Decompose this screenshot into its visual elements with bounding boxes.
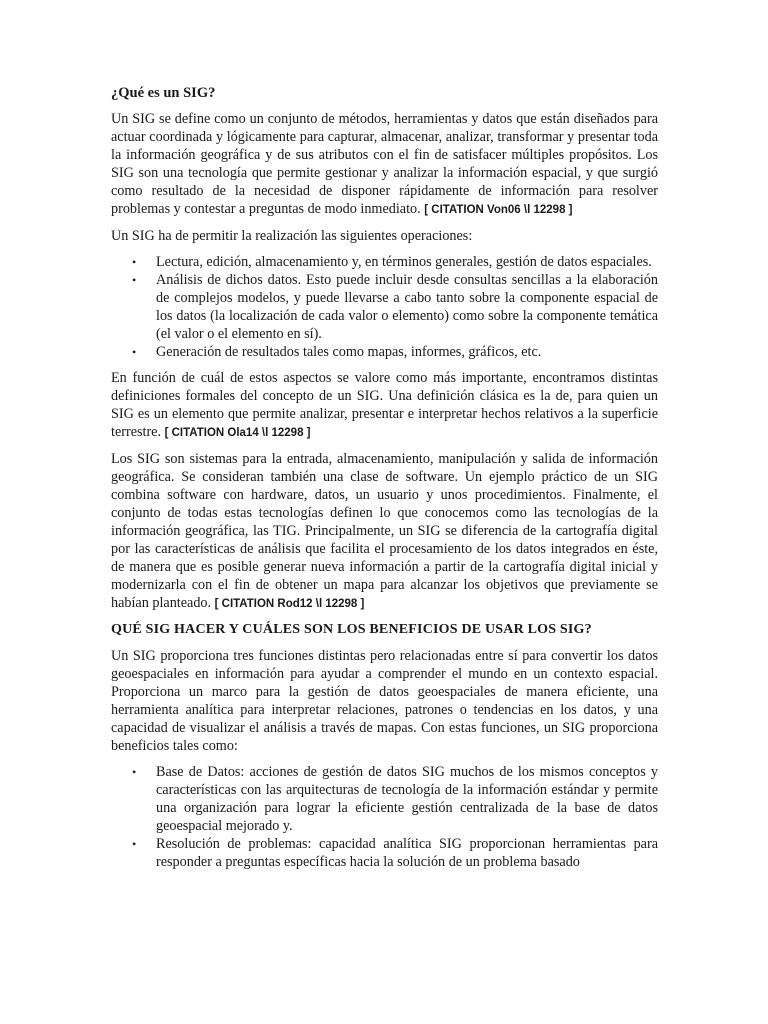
list-item bbox=[111, 343, 658, 361]
bullet-icon: • bbox=[132, 765, 137, 779]
list-item bbox=[111, 835, 658, 871]
list-item bbox=[111, 271, 658, 343]
paragraph-text: Los SIG son sistemas para la entrada, almacenamiento, manipulación y salida de información geográfica. Se consideran también una clase de software. Un ejemplo práctico de un SIG combina software con hardware, datos, un usuario y unos procedimientos. Finalmente, el conjunto de todas estas tecnologías definen lo que conocemos como las tecnologías de la información geográfica, las TIG. Principalmente, un SIG se diferencia de la cartografía digital por las características de análisis que facilita el procesamiento de los datos integrados en éste, de manera que es posible generar nueva información a partir de la cartografía digital inicial y modernizarla con el fin de obtener un mapa para alcanzar los objetivos que previamente se habían planteado. bbox=[111, 451, 658, 611]
bullet-icon: • bbox=[132, 273, 137, 287]
list-item-text: Lectura, edición, almacenamiento y, en términos generales, gestión de datos espaciales. bbox=[156, 254, 652, 270]
citation: [ CITATION Ola14 \l 12298 ] bbox=[164, 427, 311, 439]
operations-list bbox=[111, 253, 658, 361]
bullet-icon: • bbox=[132, 345, 137, 359]
list-item-text: Análisis de dichos datos. Esto puede incluir desde consultas sencillas a la elaboración de complejos modelos, y puede llevarse a cabo tanto sobre la componente espacial de los datos (la localización de cada valor o elemento) como sobre la componente temática (el valor o el elemento en sí). bbox=[156, 272, 658, 342]
paragraph-text: En función de cuál de estos aspectos se valore como más importante, encontramos distintas definiciones formales del concepto de un SIG. Una definición clásica es la de, para quien un SIG es un elemento que permite analizar, presentar e interpretar hechos relativos a la superficie terrestre. bbox=[111, 370, 658, 440]
page-title: ¿Qué es un SIG? bbox=[111, 85, 216, 101]
list-item bbox=[111, 253, 658, 271]
paragraph-definitions bbox=[111, 369, 658, 442]
paragraph-text: Un SIG se define como un conjunto de métodos, herramientas y datos que están diseñados para actuar coordinada y lógicamente para capturar, almacenar, analizar, transformar y presentar toda la información geográfica y de sus atributos con el fin de satisfacer múltiples propósitos. Los SIG son una tecnología que permite gestionar y analizar la información espacial, y que surgió como resultado de la necesidad de disponer rápidamente de información para resolver problemas y contestar a preguntas de modo inmediato. bbox=[111, 111, 658, 217]
citation: [ CITATION Rod12 \l 12298 ] bbox=[214, 598, 365, 610]
benefits-list bbox=[111, 763, 658, 871]
citation: [ CITATION Von06 \l 12298 ] bbox=[424, 204, 573, 216]
paragraph-systems bbox=[111, 450, 658, 613]
bullet-icon: • bbox=[132, 255, 137, 269]
paragraph-definition bbox=[111, 110, 658, 219]
section-heading: QUÉ SIG HACER Y CUÁLES SON LOS BENEFICIOS DE USAR LOS SIG? bbox=[111, 622, 592, 637]
list-item-text: Generación de resultados tales como mapas, informes, gráficos, etc. bbox=[156, 344, 542, 360]
bullet-icon: • bbox=[132, 837, 137, 851]
paragraph-operations-intro: Un SIG ha de permitir la realización las siguientes operaciones: bbox=[111, 228, 473, 244]
list-item-text: Resolución de problemas: capacidad analítica SIG proporcionan herramientas para responder a preguntas específicas hacia la solución de un problema basado bbox=[156, 836, 658, 870]
paragraph-functions: Un SIG proporciona tres funciones distintas pero relacionadas entre sí para convertir los datos geoespaciales en información para ayudar a comprender el mundo en un contexto espacial. Proporciona un marco para la gestión de datos geoespaciales de manera eficiente, una herramienta analítica para interpretar relaciones, patrones o tendencias en los datos, y una capacidad de visualizar el análisis a través de mapas. Con estas funciones, un SIG proporciona beneficios tales como: bbox=[111, 648, 658, 754]
list-item bbox=[111, 763, 658, 835]
list-item-text: Base de Datos: acciones de gestión de datos SIG muchos de los mismos conceptos y características con las arquitecturas de tecnología de la información estándar y permite una organización para lograr la eficiente gestión centralizada de la base de datos geoespacial mejorado y. bbox=[156, 764, 658, 834]
